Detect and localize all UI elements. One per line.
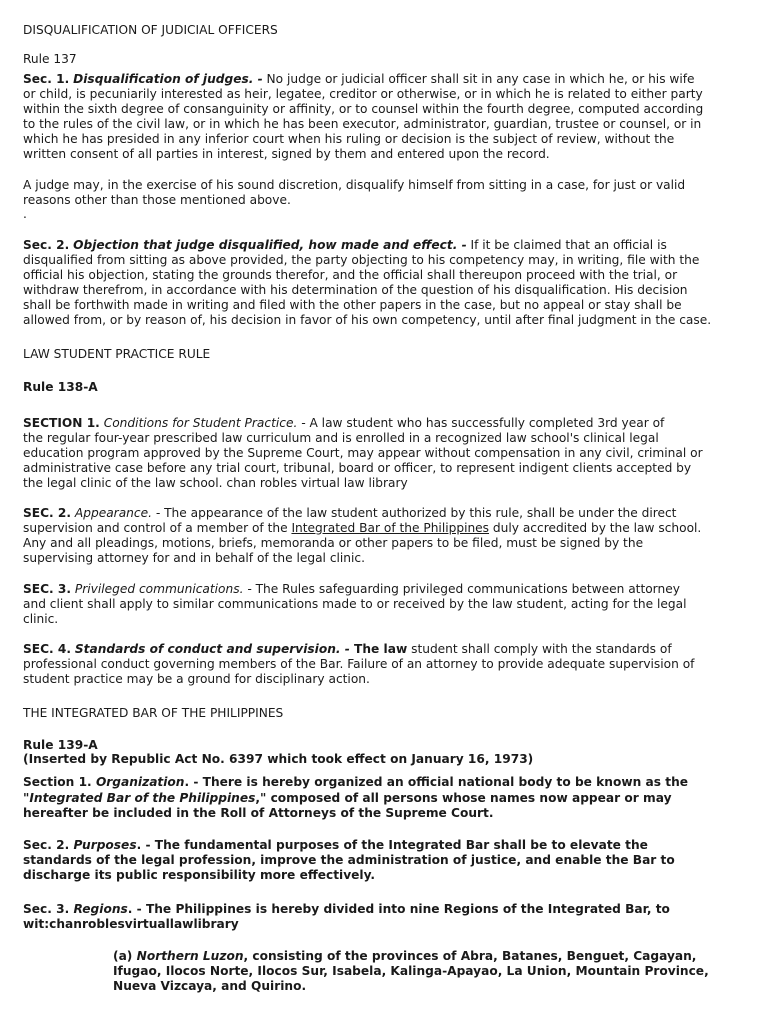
r137-sec1-line <box>23 87 703 102</box>
r137-para-line <box>23 193 291 208</box>
section-text: . - There is hereby organized an official national body to be known as the <box>184 775 689 789</box>
paragraph-text: . <box>23 207 27 221</box>
r138-sec4-line <box>23 672 370 687</box>
section-text: The appearance of the law student authorized by this rule, shall be under the direct <box>160 506 677 520</box>
r138-sec2-line <box>23 536 643 551</box>
section-text: clinic. <box>23 612 59 626</box>
r138-sec3-line <box>23 582 680 597</box>
r137-para-line <box>23 178 685 193</box>
section-text: student shall comply with the standards of <box>407 642 672 656</box>
rule-text: Rule 138-A <box>23 380 98 394</box>
section-title: Organization <box>95 775 185 789</box>
section-text: and client shall apply to similar communications made to or received by the law student, acting for the legal <box>23 597 687 611</box>
heading-text: LAW STUDENT PRACTICE RULE <box>23 347 211 361</box>
r139-sec2-line <box>23 868 375 883</box>
r138-sec3-line <box>23 597 687 612</box>
r138-sec4-line <box>23 657 694 672</box>
section-bold-text: The law <box>349 642 408 656</box>
r137-sec1-line <box>23 102 703 117</box>
r138-sec3-line <box>23 612 58 627</box>
heading-text: DISQUALIFICATION OF JUDICIAL OFFICERS <box>23 23 278 37</box>
r137-sec2-line <box>23 238 667 253</box>
section-text: wit:chanroblesvirtuallawlibrary <box>23 917 239 931</box>
section-text: disqualified from sitting as above provided, the party objecting to his competency may, in writing, file with the <box>23 253 700 267</box>
region-a-line <box>113 949 696 964</box>
note-text: (Inserted by Republic Act No. 6397 which took effect on January 16, 1973) <box>23 752 534 766</box>
section-text: allowed from, or by reason of, his decision in favor of his own competency, until after final judgment in the case. <box>23 313 712 327</box>
r138-sec1-line <box>23 461 691 476</box>
section-text: education program approved by the Supreme Court, may appear without compensation in any civil, criminal or <box>23 446 703 460</box>
r138-sec2-line <box>23 506 676 521</box>
r138-sec1-line <box>23 416 664 431</box>
quote-mark: " <box>23 791 30 805</box>
section-label: SECTION 1. <box>23 416 100 430</box>
section-title: Standards of conduct and supervision. - <box>74 642 350 656</box>
section-title: Purposes <box>73 838 137 852</box>
region-label: (a) <box>113 949 133 963</box>
r139-sec1-line <box>23 791 672 806</box>
section-text: standards of the legal profession, improve the administration of justice, and enable the Bar to <box>23 853 675 867</box>
rule-text: Rule 139-A <box>23 738 98 752</box>
section-text: withdraw therefrom, in accordance with his determination of the question of his disqualification. His decision <box>23 283 688 297</box>
section-text: ," composed of all persons whose names now appear or may <box>255 791 672 805</box>
heading-disqualification <box>23 23 278 38</box>
section-text: . - The fundamental purposes of the Integrated Bar shall be to elevate the <box>136 838 648 852</box>
section-text: which he has presided in any inferior court when his ruling or decision is the subject of review, without the <box>23 132 675 146</box>
rule-138a-label <box>23 380 98 395</box>
section-text: professional conduct governing members of the Bar. Failure of an attorney to provide adequate supervision of <box>23 657 695 671</box>
r137-sec1-line <box>23 72 695 87</box>
r139-sec3-line <box>23 902 670 917</box>
section-title: Appearance. - <box>74 506 161 520</box>
r137-sec2-line <box>23 268 677 283</box>
section-text: hereafter be included in the Roll of Attorneys of the Supreme Court. <box>23 806 494 820</box>
r138-sec2-line <box>23 521 701 536</box>
r137-sec2-line <box>23 253 699 268</box>
region-text: Ifugao, Ilocos Norte, Ilocos Sur, Isabela, Kalinga-Apayao, La Union, Mountain Province, <box>113 964 709 978</box>
section-text: . - The Philippines is hereby divided into nine Regions of the Integrated Bar, to <box>127 902 670 916</box>
r139-sec1-line <box>23 775 688 790</box>
section-title: Regions <box>73 902 128 916</box>
r138-sec2-line <box>23 551 365 566</box>
region-a-line <box>113 979 306 994</box>
section-text: Any and all pleadings, motions, briefs, memoranda or other papers to be filed, must be signed by the <box>23 536 644 550</box>
region-text: Nueva Vizcaya, and Quirino. <box>113 979 307 993</box>
r139-sec2-line <box>23 838 648 853</box>
section-text: or child, is pecuniarily interested as heir, legatee, creditor or otherwise, or in which he is related to either party <box>23 87 703 101</box>
section-text: shall be forthwith made in writing and filed with the other papers in the case, but no appeal or stay shall be <box>23 298 682 312</box>
r138-sec1-line <box>23 446 703 461</box>
section-label: Sec. 1. <box>23 72 70 86</box>
r137-sec2-line <box>23 283 688 298</box>
r138-sec1-line <box>23 476 408 491</box>
r137-sec2-line <box>23 313 711 328</box>
r139-sec2-line <box>23 853 675 868</box>
r137-sec1-line <box>23 132 674 147</box>
section-label: Sec. 2. <box>23 238 70 252</box>
section-label: Sec. 2. <box>23 838 70 852</box>
r137-sec1-line <box>23 147 550 162</box>
region-text: , consisting of the provinces of Abra, Batanes, Benguet, Cagayan, <box>243 949 697 963</box>
inserted-note <box>23 752 533 767</box>
r137-sec2-line <box>23 298 682 313</box>
section-text: supervision and control of a member of the <box>23 521 292 535</box>
rule-137-label <box>23 52 77 67</box>
integrated-bar-link[interactable]: Integrated Bar of the Philippines <box>291 521 490 535</box>
section-title: Disqualification of judges. - <box>73 72 263 86</box>
section-label: SEC. 4. <box>23 642 72 656</box>
section-text: discharge its public responsibility more effectively. <box>23 868 376 882</box>
section-title: Objection that judge disqualified, how made and effect. - <box>73 238 467 252</box>
paragraph-text: A judge may, in the exercise of his sound discretion, disqualify himself from sitting in a case, for just or valid <box>23 178 686 192</box>
section-text: duly accredited by the law school. <box>489 521 702 535</box>
section-text: within the sixth degree of consanguinity or affinity, or to counsel within the fourth degree, computed according <box>23 102 704 116</box>
heading-text: THE INTEGRATED BAR OF THE PHILIPPINES <box>23 706 284 720</box>
r137-sec1-line <box>23 117 701 132</box>
r138-sec4-line <box>23 642 672 657</box>
paragraph-text: reasons other than those mentioned above. <box>23 193 291 207</box>
section-text: official his objection, stating the grounds therefor, and the official shall thereupon proceed with the trial, or <box>23 268 678 282</box>
section-title: Conditions for Student Practice. - <box>103 416 306 430</box>
section-label: Section 1. <box>23 775 92 789</box>
section-text: student practice may be a ground for disciplinary action. <box>23 672 370 686</box>
section-label: SEC. 3. <box>23 582 72 596</box>
r139-sec1-line <box>23 806 494 821</box>
r137-para-line <box>23 207 27 222</box>
section-text: A law student who has successfully completed 3rd year of <box>305 416 665 430</box>
section-label: Sec. 3. <box>23 902 70 916</box>
section-text: the legal clinic of the law school. chan robles virtual law library <box>23 476 408 490</box>
section-text: written consent of all parties in interest, signed by them and entered upon the record. <box>23 147 550 161</box>
section-title: Privileged communications. - <box>74 582 252 596</box>
heading-law-student-practice <box>23 347 210 362</box>
section-text: to the rules of the civil law, or in which he has been executor, administrator, guardian, trustee or counsel, or in <box>23 117 702 131</box>
rule-text: Rule 137 <box>23 52 77 66</box>
r138-sec1-line <box>23 431 659 446</box>
section-emphasis: Integrated Bar of the Philippines <box>29 791 256 805</box>
section-text: supervising attorney for and in behalf of the legal clinic. <box>23 551 365 565</box>
section-text: the regular four-year prescribed law curriculum and is enrolled in a recognized law school's clinical legal <box>23 431 659 445</box>
section-text: If it be claimed that an official is <box>466 238 667 252</box>
section-text: administrative case before any trial court, tribunal, board or officer, to represent indigent clients accepted by <box>23 461 692 475</box>
heading-integrated-bar <box>23 706 283 721</box>
section-text: No judge or judicial officer shall sit in any case in which he, or his wife <box>262 72 695 86</box>
section-text: The Rules safeguarding privileged communications between attorney <box>251 582 680 596</box>
region-a-line <box>113 964 709 979</box>
r139-sec3-line <box>23 917 239 932</box>
section-label: SEC. 2. <box>23 506 72 520</box>
region-name: Northern Luzon <box>136 949 244 963</box>
rule-139a-label <box>23 738 98 753</box>
